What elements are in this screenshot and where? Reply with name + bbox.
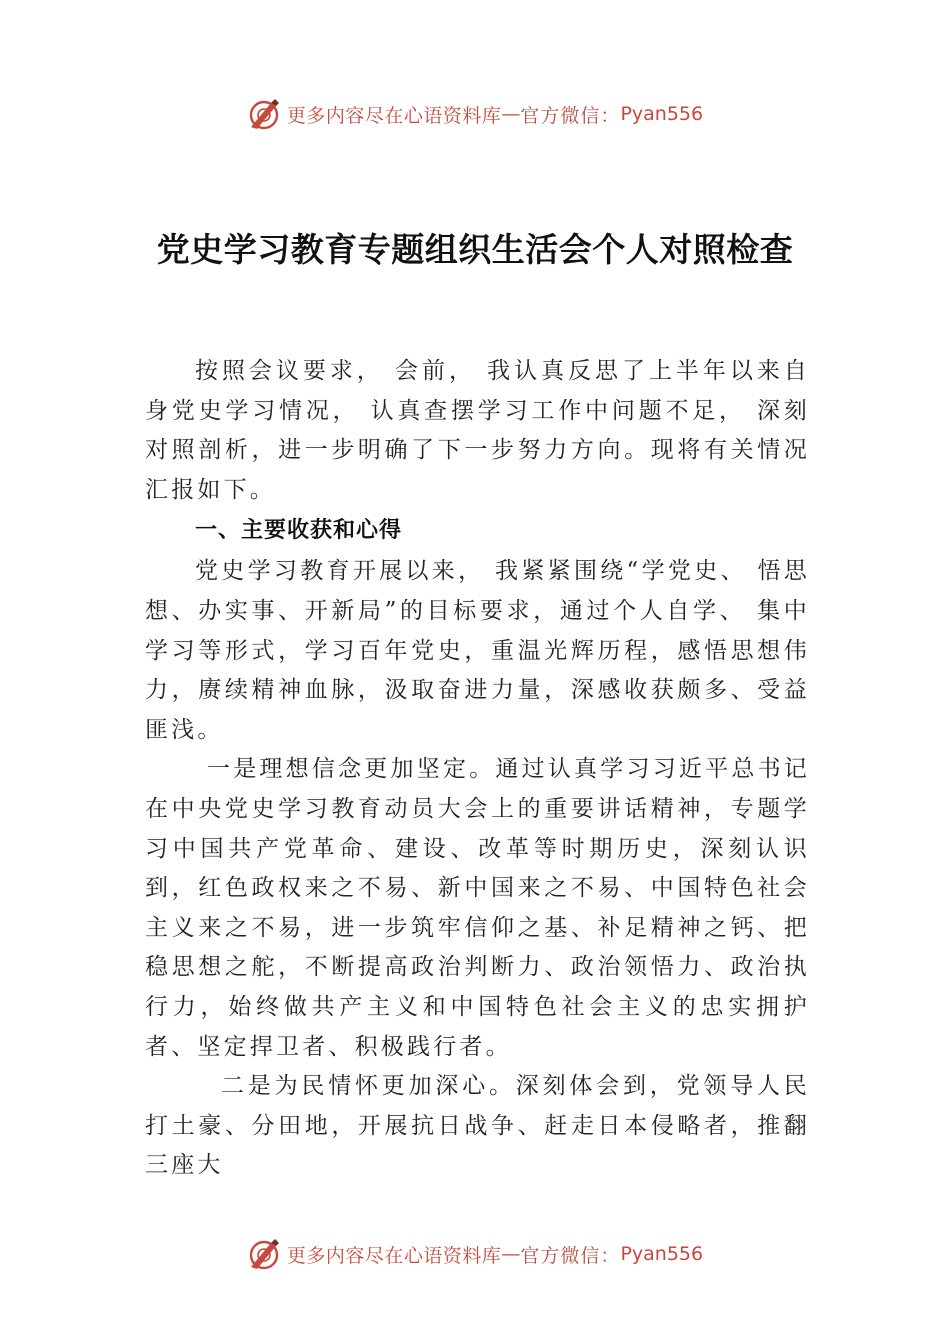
body-paragraph: 党史学习教育开展以来， 我紧紧围绕“学党史、 悟思想、办实事、开新局”的目标要求，通过个人自学、 集中学习等形式，学习百年党史，重温光辉历程，感悟思想伟力，赓续精神血脉，汲取奋进力量，深感收获颇多、受益匪浅。 [145, 558, 810, 743]
watermark-library-text: 更多内容尽在心语资料库 [286, 104, 502, 127]
pen-logo-icon [247, 1237, 281, 1271]
watermark-wechat-id: Pyan556 [620, 1243, 704, 1265]
watermark-separator: — [501, 1243, 521, 1265]
body-paragraph: 二是为民情怀更加深⼼。深刻体会到，党领导人民打土豪、分田地，开展抗日战争、赶走日本侵略者，推翻三座大 [145, 1073, 810, 1179]
watermark-wechat-id: Pyan556 [620, 103, 704, 125]
pen-logo-icon [247, 97, 281, 131]
intro-paragraph: 按照会议要求， 会前， 我认真反思了上半年以来自身党史学习情况， 认真查摆学习工作中问题不足， 深刻对照剖析，进一步明确了下一步努力方向。现将有关情况汇报如下。 [145, 358, 810, 503]
watermark-wechat-label: 官方微信： [520, 104, 621, 127]
section-heading: 一、主要收获和心得 [195, 518, 403, 544]
body-paragraph: 一是理想信念更加坚定。通过认真学习习近平总书记在中央党史学习教育动员大会上的重要讲话精神，专题学习中国共产党革命、建设、改革等时期历史，深刻认识到，红色政权来之不易、新中国来之不易、中国特色社会主义来之不易，进一步筑牢信仰之基、补足精神之钙、把稳思想之舵，不断提高政治判断力、政治领悟力、政治执行力，始终做共产主义和中国特色社会主义的忠实拥护者、坚定捍卫者、积极践行者。 [145, 756, 810, 1060]
watermark-library-text: 更多内容尽在心语资料库 [286, 1244, 502, 1267]
document-body [145, 352, 810, 1186]
watermark-banner-bottom [0, 1234, 950, 1274]
document-title: 党史学习教育专题组织生活会个人对照检查 [156, 230, 794, 269]
watermark-wechat-label: 官方微信： [520, 1244, 621, 1267]
watermark-separator: — [501, 103, 521, 125]
watermark-banner-top [0, 94, 950, 134]
